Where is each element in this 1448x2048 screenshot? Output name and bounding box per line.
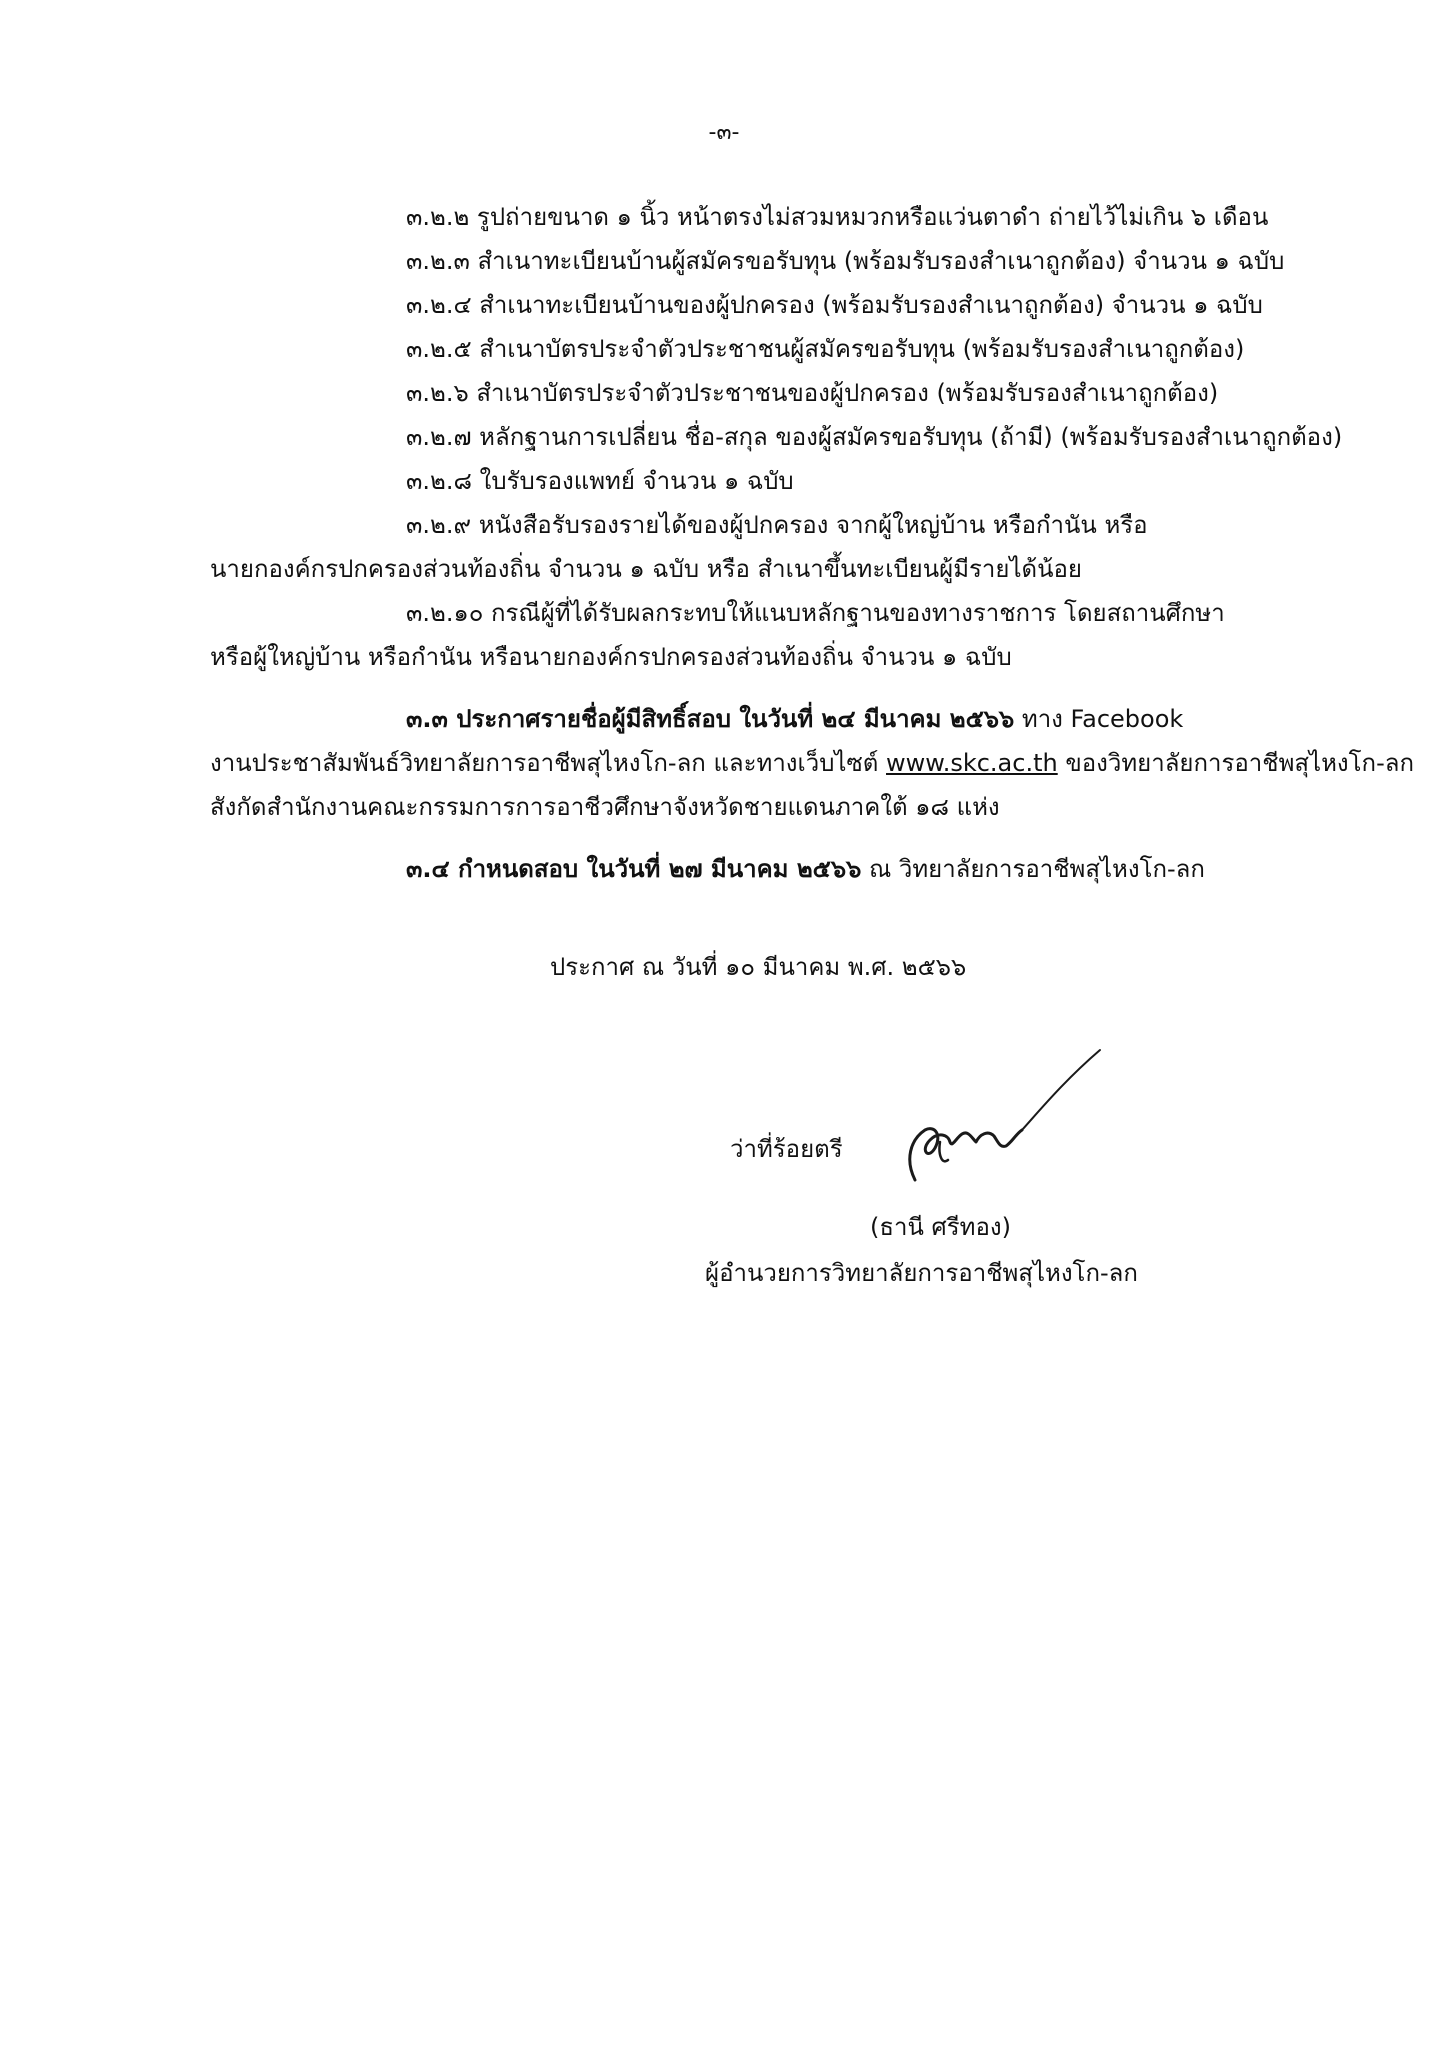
section-3-3-text: งานประชาสัมพันธ์วิทยาลัยการอาชีพสุไหงโก-ลก และทางเว็บไซต์ [210, 749, 887, 777]
list-item: ๓.๒.๖ สำเนาบัตรประจำตัวประชาชนของผู้ปกครอง (พร้อมรับรองสำเนาถูกต้อง) [406, 379, 1219, 407]
section-3-3-heading: ๓.๓ ประกาศรายชื่อผู้มีสิทธิ์สอบ ในวันที่ ๒๔ มีนาคม ๒๕๖๖ [406, 705, 1015, 733]
list-item: ๓.๒.๗ หลักฐานการเปลี่ยน ชื่อ-สกุล ของผู้สมัครขอรับทุน (ถ้ามี) (พร้อมรับรองสำเนาถูกต้อง) [406, 423, 1343, 451]
announcement-date: ประกาศ ณ วันที่ ๑๐ มีนาคม พ.ศ. ๒๕๖๖ [550, 953, 967, 981]
list-item: ๓.๒.๙ หนังสือรับรองรายได้ของผู้ปกครอง จากผู้ใหญ่บ้าน หรือกำนัน หรือ [406, 511, 1148, 539]
list-item-continuation: หรือผู้ใหญ่บ้าน หรือกำนัน หรือนายกองค์กรปกครองส่วนท้องถิ่น จำนวน ๑ ฉบับ [210, 643, 1012, 671]
section-3-3-line-3: สังกัดสำนักงานคณะกรรมการการอาชีวศึกษาจังหวัดชายแดนภาคใต้ ๑๘ แห่ง [210, 793, 1000, 821]
section-3-3-channel: ทาง Facebook [1014, 705, 1184, 733]
page-number: -๓- [708, 120, 740, 145]
section-3-3-line-2 [210, 746, 1414, 780]
list-item: ๓.๒.๕ สำเนาบัตรประจำตัวประชาชนผู้สมัครขอรับทุน (พร้อมรับรองสำเนาถูกต้อง) [406, 335, 1245, 363]
signature-image [880, 1030, 1130, 1190]
list-item: ๓.๒.๓ สำเนาทะเบียนบ้านผู้สมัครขอรับทุน (พร้อมรับรองสำเนาถูกต้อง) จำนวน ๑ ฉบับ [406, 247, 1285, 275]
list-item: ๓.๒.๑๐ กรณีผู้ที่ได้รับผลกระทบให้แนบหลักฐานของทางราชการ โดยสถานศึกษา [406, 599, 1225, 627]
signer-rank: ว่าที่ร้อยตรี [730, 1135, 843, 1163]
list-item: ๓.๒.๔ สำเนาทะเบียนบ้านของผู้ปกครอง (พร้อมรับรองสำเนาถูกต้อง) จำนวน ๑ ฉบับ [406, 291, 1263, 319]
section-3-3-text-end: ของวิทยาลัยการอาชีพสุไหงโก-ลก [1057, 749, 1414, 777]
signer-position: ผู้อำนวยการวิทยาลัยการอาชีพสุไหงโก-ลก [705, 1259, 1138, 1287]
website-link[interactable]: www.skc.ac.th [886, 749, 1058, 777]
list-item-continuation: นายกองค์กรปกครองส่วนท้องถิ่น จำนวน ๑ ฉบับ หรือ สำเนาขึ้นทะเบียนผู้มีรายได้น้อย [210, 555, 1082, 583]
signer-name: (ธานี ศรีทอง) [870, 1213, 1011, 1241]
section-3-4-heading: ๓.๔ กำหนดสอบ ในวันที่ ๒๗ มีนาคม ๒๕๖๖ [406, 855, 862, 883]
list-item: ๓.๒.๒ รูปถ่ายขนาด ๑ นิ้ว หน้าตรงไม่สวมหมวกหรือแว่นตาดำ ถ่ายไว้ไม่เกิน ๖ เดือน [406, 203, 1269, 231]
list-item: ๓.๒.๘ ใบรับรองแพทย์ จำนวน ๑ ฉบับ [406, 467, 794, 495]
section-3-4-venue: ณ วิทยาลัยการอาชีพสุไหงโก-ลก [861, 855, 1205, 883]
section-3-4 [406, 852, 1205, 886]
section-3-3-line-1 [406, 702, 1183, 736]
